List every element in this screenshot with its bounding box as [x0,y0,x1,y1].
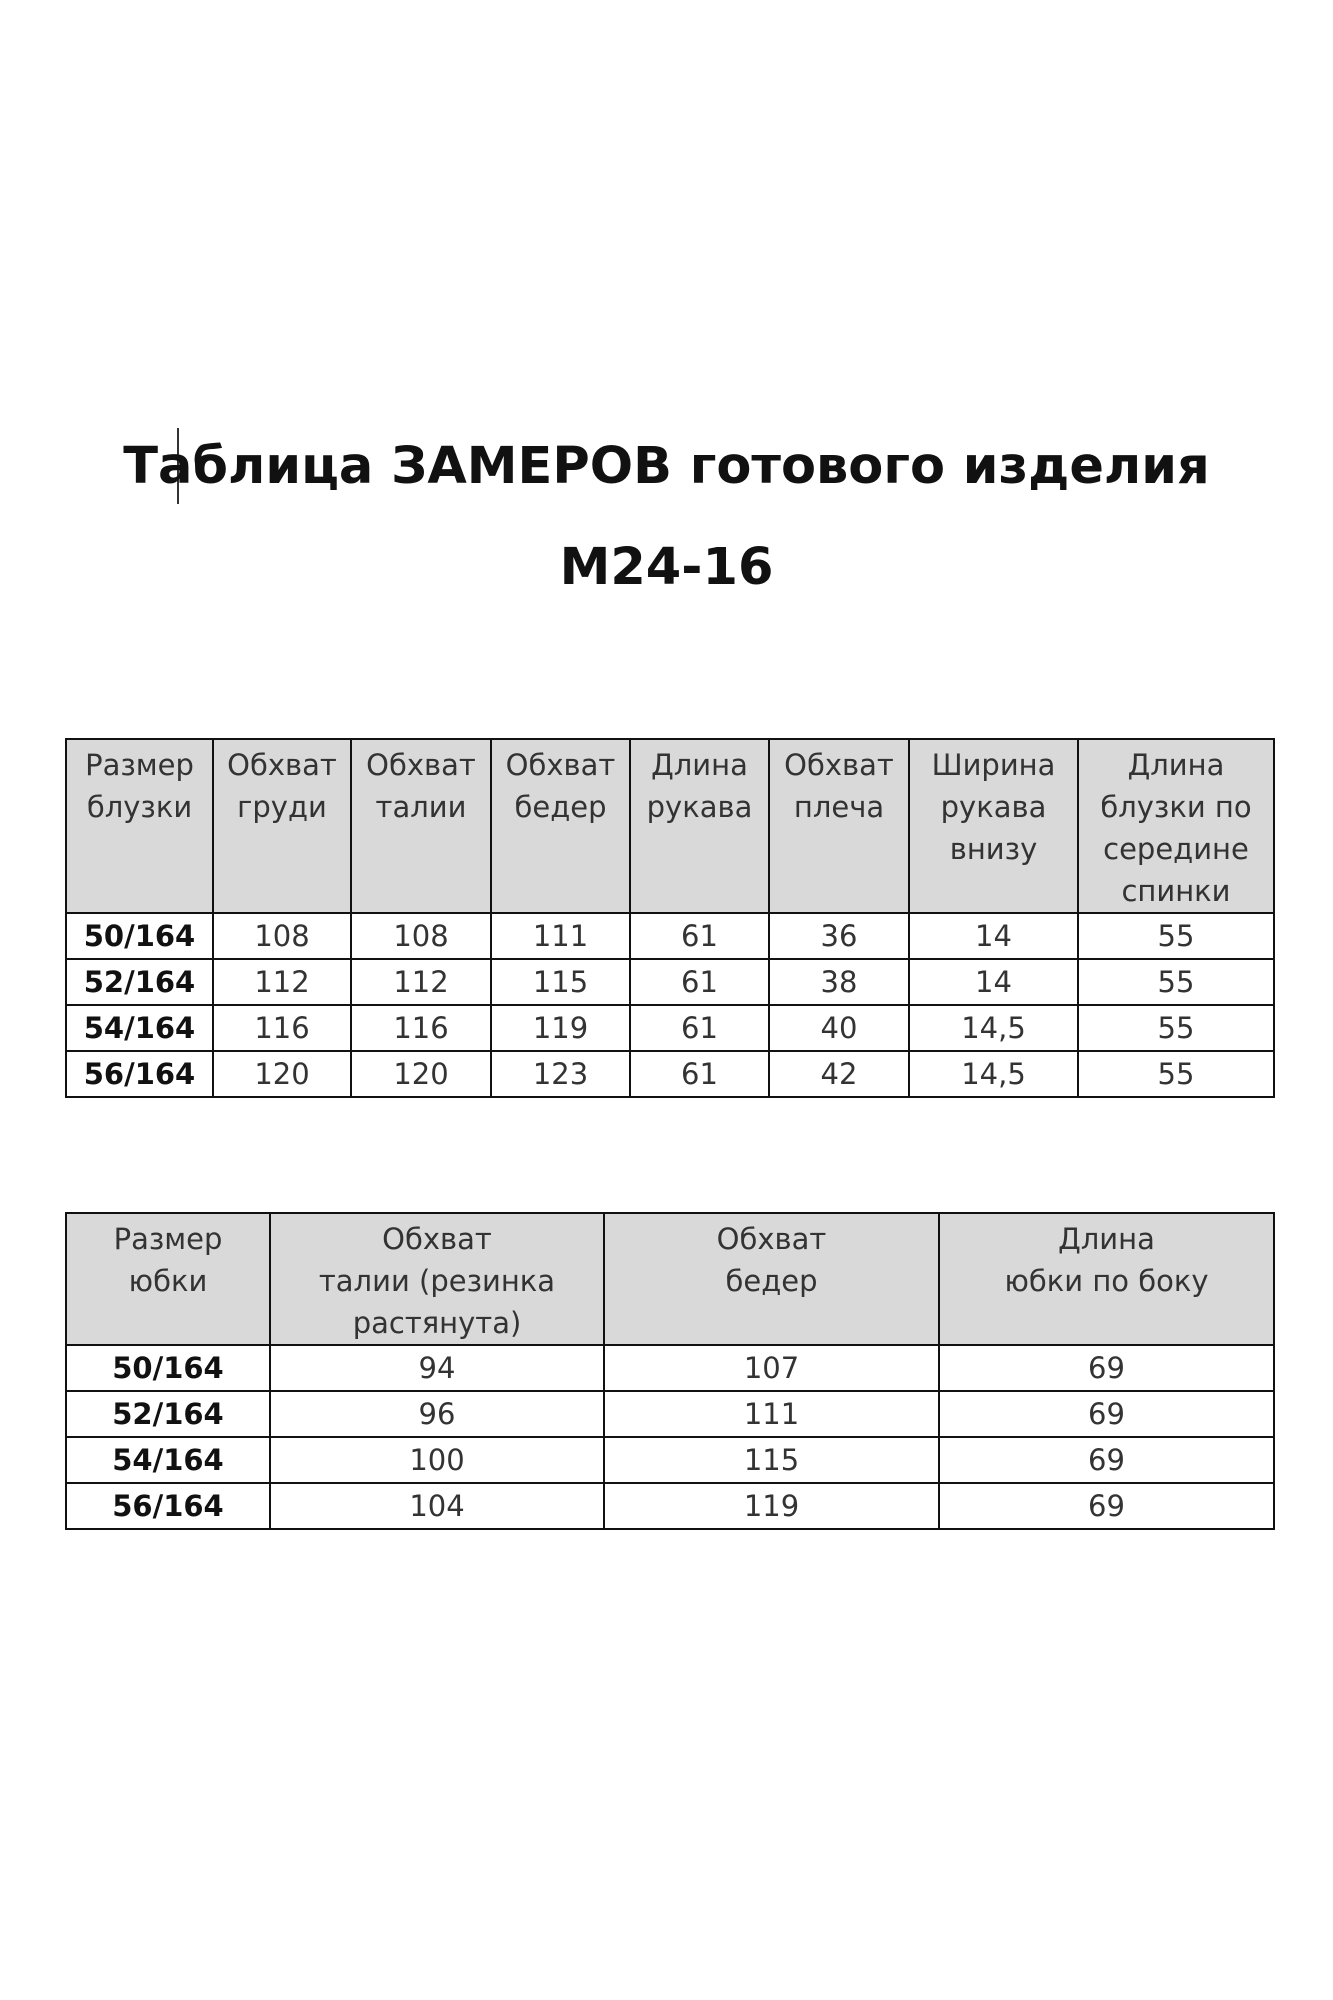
column-header-line: Длина [1058,1222,1155,1256]
column-header [769,739,909,913]
column-header-line: Обхват [716,1222,827,1256]
column-header [939,1213,1274,1345]
model-code: М24-16 [559,538,774,597]
size-cell: 54/164 [66,1005,213,1051]
measurement-cell: 55 [1078,913,1274,959]
size-cell: 50/164 [66,913,213,959]
measurement-cell: 61 [630,1051,769,1097]
measurement-cell: 55 [1078,1005,1274,1051]
column-header [270,1213,604,1345]
column-header [66,1213,270,1345]
measurement-cell: 104 [270,1483,604,1529]
measurement-cell: 119 [491,1005,630,1051]
measurement-cell: 94 [270,1345,604,1391]
column-header-line: спинки [1121,874,1231,908]
size-cell: 56/164 [66,1051,213,1097]
measurement-cell: 61 [630,959,769,1005]
column-header-line: Обхват [382,1222,492,1256]
page-title: Таблица ЗАМЕРОВ готового изделия [123,437,1210,496]
column-header-line: Размер [113,1222,223,1256]
measurement-cell: 112 [213,959,351,1005]
size-cell: 50/164 [66,1345,270,1391]
column-header-line: внизу [949,832,1038,866]
measurement-cell: 119 [604,1483,939,1529]
column-header [909,739,1078,913]
size-cell: 52/164 [66,959,213,1005]
measurement-cell: 116 [213,1005,351,1051]
table-row [66,1483,1274,1529]
column-header-line: Длина [651,748,748,782]
measurement-cell: 42 [769,1051,909,1097]
column-header-line: юбки [128,1264,208,1298]
table-row [66,1345,1274,1391]
column-header-line: растянута) [352,1306,522,1340]
column-header-line: бедер [514,790,607,824]
column-header [66,739,213,913]
measurement-cell: 107 [604,1345,939,1391]
column-header-line: Длина [1127,748,1225,782]
skirt-measurements-table [65,1212,1275,1530]
measurement-cell: 61 [630,1005,769,1051]
column-header-line: рукава [940,790,1047,824]
column-header [1078,739,1274,913]
measurement-cell: 38 [769,959,909,1005]
column-header-line: Обхват [784,748,894,782]
measurement-cell: 111 [491,913,630,959]
measurement-cell: 55 [1078,1051,1274,1097]
column-header-line: талии (резинка [318,1264,556,1298]
measurement-cell: 111 [604,1391,939,1437]
measurement-cell: 69 [939,1391,1274,1437]
column-header [351,739,491,913]
measurement-cell: 115 [604,1437,939,1483]
column-header-line: бедер [725,1264,818,1298]
measurement-cell: 61 [630,913,769,959]
measurement-cell: 108 [351,913,491,959]
measurement-cell: 14 [909,913,1078,959]
blouse-measurements-table [65,738,1275,1098]
measurement-cell: 14,5 [909,1051,1078,1097]
size-cell: 54/164 [66,1437,270,1483]
measurement-cell: 14,5 [909,1005,1078,1051]
column-header [213,739,351,913]
column-header-line: талии [375,790,467,824]
column-header-line: Ширина [931,748,1056,782]
measurement-cell: 14 [909,959,1078,1005]
measurement-cell: 112 [351,959,491,1005]
column-header-line: Обхват [366,748,476,782]
size-cell: 52/164 [66,1391,270,1437]
measurement-cell: 120 [351,1051,491,1097]
table-row [66,1391,1274,1437]
table-row [66,1051,1274,1097]
column-header-line: Обхват [505,748,616,782]
column-header [604,1213,939,1345]
table-row [66,959,1274,1005]
measurement-cell: 100 [270,1437,604,1483]
column-header-line: плеча [793,790,885,824]
measurement-cell: 120 [213,1051,351,1097]
size-cell: 56/164 [66,1483,270,1529]
column-header-line: рукава [646,790,753,824]
measurement-cell: 36 [769,913,909,959]
column-header-line: Обхват [227,748,337,782]
column-header-line: блузки по [1100,790,1252,824]
measurement-cell: 69 [939,1483,1274,1529]
measurement-cell: 69 [939,1345,1274,1391]
measurement-cell: 69 [939,1437,1274,1483]
measurement-cell: 40 [769,1005,909,1051]
measurement-cell: 116 [351,1005,491,1051]
measurement-cell: 96 [270,1391,604,1437]
column-header-line: Размер [85,748,194,782]
column-header [630,739,769,913]
column-header [491,739,630,913]
measurement-cell: 123 [491,1051,630,1097]
column-header-line: груди [237,790,327,824]
table-header-row [66,739,1274,913]
measurement-cell: 115 [491,959,630,1005]
measurement-cell: 55 [1078,959,1274,1005]
table-row [66,913,1274,959]
table-row [66,1005,1274,1051]
table-row [66,1437,1274,1483]
column-header-line: середине [1103,832,1249,866]
measurement-cell: 108 [213,913,351,959]
column-header-line: юбки по боку [1004,1264,1209,1298]
column-header-line: блузки [86,790,193,824]
table-header-row [66,1213,1274,1345]
